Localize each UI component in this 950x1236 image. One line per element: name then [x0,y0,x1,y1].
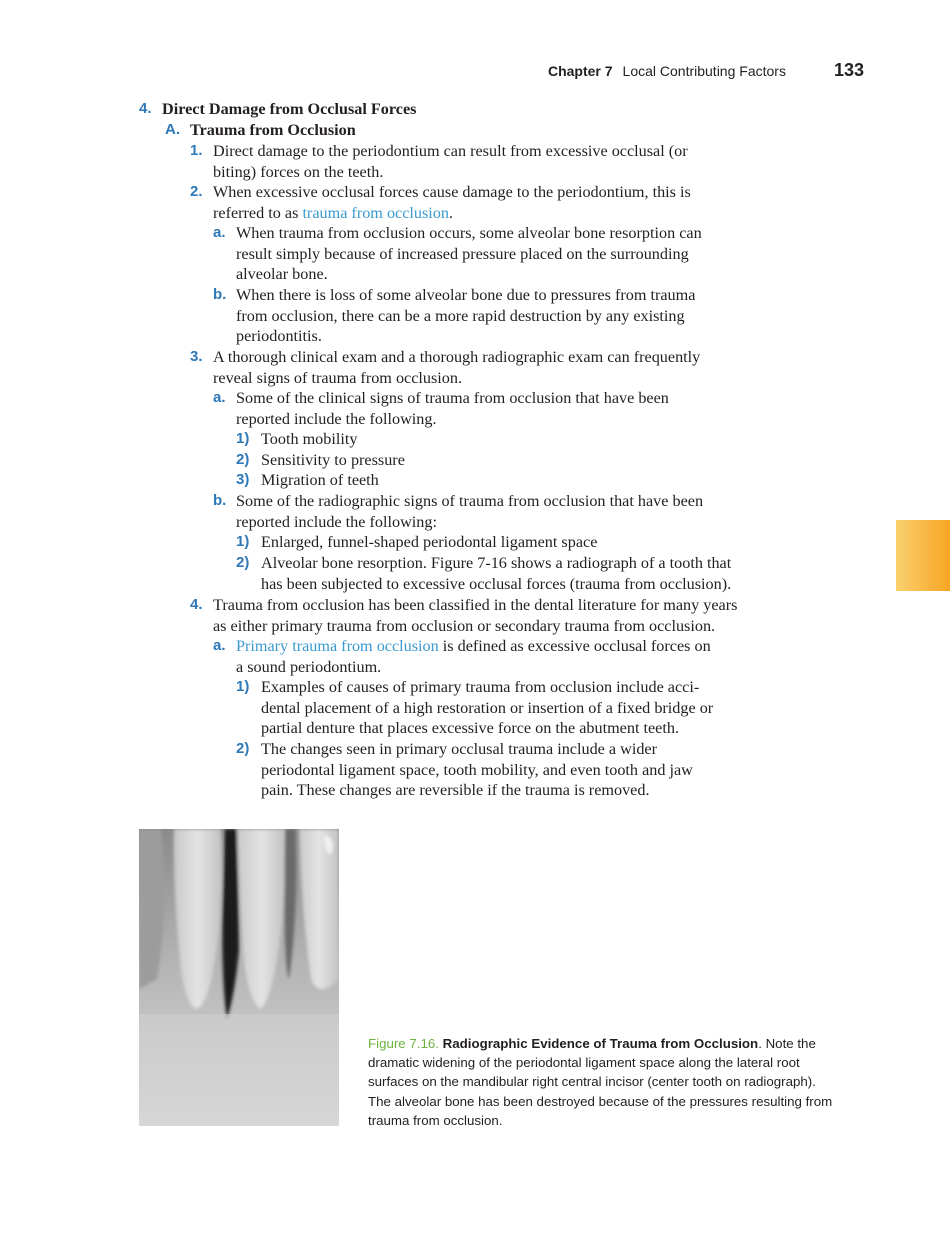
item-text: When there is loss of some alveolar bone due to pressures from trauma [236,286,696,304]
item-text: periodontitis. [236,327,322,346]
item-text: referred to as trauma from occlusion. [213,203,454,222]
figure-title: Radiographic Evidence of Trauma from Occlusion [442,1036,759,1051]
item-text: When trauma from occlusion occurs, some alveolar bone resorption can [236,224,702,242]
list-item-3a [213,388,669,429]
item-text: reported include the following. [236,409,437,428]
item-number: 1) [236,678,250,695]
item-text: Sensitivity to pressure [261,451,405,469]
caption-text: dramatic widening of the periodontal ligament space along the lateral root [368,1055,800,1071]
item-number: 3. [190,348,203,365]
item-text: alveolar bone. [236,265,328,284]
page-number: 133 [833,60,864,80]
figure-caption: Figure 7.16. Radiographic Evidence of Trauma from Occlusion. Note the dramatic widening of the periodontal ligament space along the lateral root surfaces on the mandibular right central incisor (center tooth on radiograph). The alveolar bone has been destroyed because of the pressures resulting from trauma from occlusion. [368,1036,833,1128]
item-text: Migration of teeth [261,471,379,489]
chapter-label: Chapter 7 [547,63,613,79]
item-text: result simply because of increased pressure placed on the surrounding [236,244,689,263]
item-text: periodontal ligament space, tooth mobility, and even tooth and jaw [261,760,693,779]
list-item-2b [213,285,695,347]
item-number: a. [213,224,226,241]
list-item-1 [190,141,688,182]
radiograph-image [139,829,339,1126]
radiograph-illustration [139,829,339,1126]
section-title: Direct Damage from Occlusal Forces [162,100,417,118]
list-item-2 [190,182,691,223]
item-number: b. [213,492,227,509]
list-item-3b1 [236,532,597,553]
item-text: from occlusion, there can be a more rapid destruction by any existing [236,306,685,325]
section-heading [139,99,416,120]
list-item-3a2 [236,450,405,471]
subsection-number: A. [165,121,180,138]
item-number: 1. [190,142,203,159]
item-number: 2) [236,451,250,468]
item-number: 1) [236,430,250,447]
list-item-4 [190,595,737,636]
list-item-3a1 [236,429,357,450]
list-item-4a2 [236,739,693,801]
item-text: pain. These changes are reversible if the trauma is removed. [261,781,650,800]
item-text: as either primary trauma from occlusion or secondary trauma from occlusion. [213,616,716,635]
item-number: b. [213,286,227,303]
list-item-3a3 [236,470,379,491]
running-header [548,60,864,82]
key-term: trauma from occlusion [302,203,449,222]
list-item-2a [213,223,702,285]
item-text: reveal signs of trauma from occlusion. [213,368,463,387]
key-term: Primary trauma from occlusion [236,637,439,655]
item-text: dental placement of a high restoration or insertion of a fixed bridge or [261,698,714,717]
item-number: a. [213,389,226,406]
item-number: 2) [236,554,250,571]
item-text: Alveolar bone resorption. Figure 7-16 shows a radiograph of a tooth that [261,554,732,572]
item-number: 1) [236,533,250,550]
list-item-3 [190,347,700,388]
item-text: Trauma from occlusion has been classified in the dental literature for many years [213,596,738,614]
item-text: Primary trauma from occlusion is defined as excessive occlusal forces on [236,637,711,655]
item-text: Some of the radiographic signs of trauma from occlusion that have been [236,492,704,510]
subsection-title: Trauma from Occlusion [190,121,356,139]
caption-text: surfaces on the mandibular right central incisor (center tooth on radiograph). [368,1074,816,1090]
item-number: 4. [190,596,203,613]
item-text: When excessive occlusal forces cause damage to the periodontium, this is [213,183,691,201]
item-text: Examples of causes of primary trauma from occlusion include acci- [261,678,700,696]
item-text: reported include the following: [236,512,437,531]
list-item-4a [213,636,711,677]
item-number: 2) [236,740,250,757]
figure-label: Figure 7.16. [368,1036,439,1051]
item-text: Tooth mobility [261,430,358,448]
item-number: 2. [190,183,203,200]
item-text: A thorough clinical exam and a thorough radiographic exam can frequently [213,348,701,366]
item-text: has been subjected to excessive occlusal forces (trauma from occlusion). [261,574,732,593]
caption-text: The alveolar bone has been destroyed because of the pressures resulting from [368,1093,833,1109]
chapter-thumb-tab [896,520,950,591]
chapter-title: Local Contributing Factors [622,63,786,79]
list-item-4a1 [236,677,713,739]
item-text: Some of the clinical signs of trauma from occlusion that have been [236,389,669,407]
item-text: partial denture that places excessive force on the abutment teeth. [261,719,679,738]
caption-text: Note the [765,1036,816,1051]
item-number: a. [213,637,226,654]
list-item-3b [213,491,703,532]
subsection-heading [165,120,356,141]
item-text: Enlarged, funnel-shaped periodontal ligament space [261,533,598,551]
item-text: The changes seen in primary occlusal trauma include a wider [261,740,657,758]
item-text: Direct damage to the periodontium can result from excessive occlusal (or [213,142,688,160]
caption-text: trauma from occlusion. [368,1112,503,1128]
list-item-3b2 [236,553,731,594]
section-number: 4. [139,100,152,117]
item-text: biting) forces on the teeth. [213,162,384,181]
item-text: a sound periodontium. [236,657,382,676]
item-number: 3) [236,471,250,488]
